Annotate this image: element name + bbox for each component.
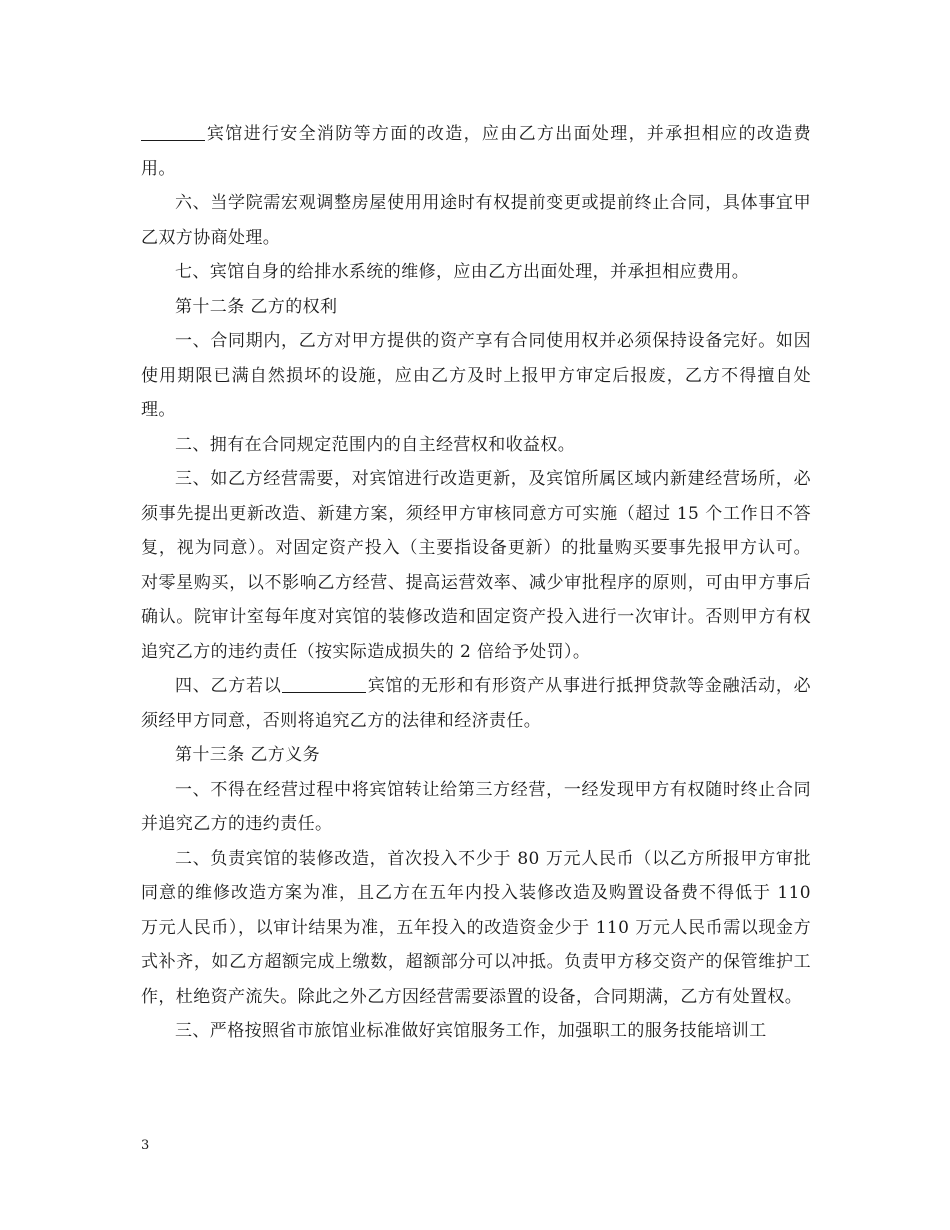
paragraph-renovation-fire-safety: 宾馆进行安全消防等方面的改造，应由乙方出面处理，并承担相应的改造费用。 [141,124,811,179]
paragraph-article-12-item-1: 一、合同期内，乙方对甲方提供的资产享有合同使用权并必须保持设备完好。如因使用期限已满自然损坏的设施，应由乙方及时上报甲方审定后报废，乙方不得擅自处理。 [141,331,811,420]
article-12-heading: 第十二条 乙方的权利 [175,296,338,317]
paragraph-article-12-item-4: 四、乙方若以 宾馆的无形和有形资产从事进行抵押贷款等金融活动，必须经甲方同意，否则将追究乙方的法律和经济责任。 [141,676,811,731]
paragraph-article-13-item-1: 一、不得在经营过程中将宾馆转让给第三方经营，一经发现甲方有权随时终止合同并追究乙方的违约责任。 [141,779,811,834]
paragraph-clause-7: 七、宾馆自身的给排水系统的维修，应由乙方出面处理，并承担相应费用。 [175,262,750,282]
article-13-heading: 第十三条 乙方义务 [175,745,321,765]
fill-in-blank [141,122,205,141]
page-number: 3 [141,1138,150,1153]
paragraph-clause-6: 六、当学院需宏观调整房屋使用用途时有权提前变更或提前终止合同，具体事宜甲乙双方协商处理。 [141,193,811,248]
paragraph-article-12-item-2: 二、拥有在合同规定范围内的自主经营权和收益权。 [175,434,576,455]
paragraph-article-13-item-2: 二、负责宾馆的装修改造，首次投入不少于 80 万元人民币（以乙方所报甲方审批同意的维修改造方案为准，且乙方在五年内投入装修改造及购置设备费不得低于 110 万元人民币），以审计结果为准，五年投入的改造资金少于 110 万元人民币需以现金方式补齐，如乙方超额完成上缴数，超额部分可以冲抵。负责甲方移交资产的保管维护工作，杜绝资产流失。除此之外乙方因经营需要添置的设备，合同期满，乙方有处置权。 [141,848,811,1007]
paragraph-article-12-item-3: 三、如乙方经营需要，对宾馆进行改造更新，及宾馆所属区域内新建经营场所，必须事先提出更新改造、新建方案，须经甲方审核同意方可实施（超过 15 个工作日不答复，视为同意）。对固定资产投入（主要指设备更新）的批量购买要事先报甲方认可。对零星购买，以不影响乙方经营、提高运营效率、减少审批程序的原则，可由甲方事后确认。院审计室每年度对宾馆的装修改造和固定资产投入进行一次审计。否则甲方有权追究乙方的违约责任（按实际造成损失的 2 倍给予处罚）。 [141,469,811,662]
document-body [141,117,811,1049]
paragraph-article-13-item-3: 三、严格按照省市旅馆业标准做好宾馆服务工作，加强职工的服务技能培训工 [175,1021,767,1041]
fill-in-blank [282,674,366,693]
